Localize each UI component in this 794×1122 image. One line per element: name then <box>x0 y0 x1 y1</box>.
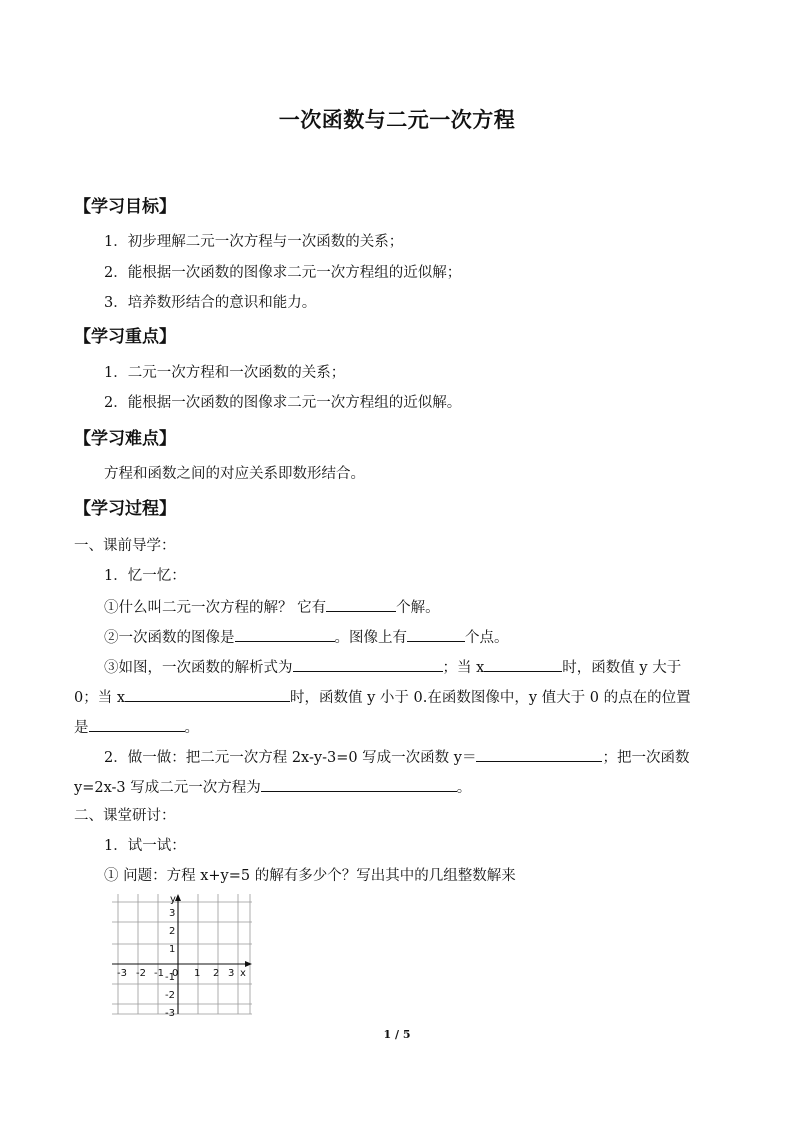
question-text: 。 <box>184 720 199 736</box>
answer-blank[interactable] <box>125 686 290 702</box>
x-tick-label: -3 <box>117 968 127 979</box>
x-tick-label: 1 <box>194 968 201 979</box>
answer-blank[interactable] <box>407 626 465 642</box>
sub-heading: 1．试一试： <box>104 838 186 854</box>
y-axis-label: y <box>170 894 176 905</box>
question-text: 个解。 <box>396 600 440 616</box>
answer-blank[interactable] <box>293 656 443 672</box>
answer-blank[interactable] <box>89 716 185 732</box>
problem-text: ① 问题：方程 x+y=5 的解有多少个？写出其中的几组整数解来 <box>104 868 516 884</box>
question-text: ②一次函数的图像是 <box>104 630 235 646</box>
section-heading-difficulty: 【学习难点】 <box>74 429 176 449</box>
question-text: ③如图，一次函数的解析式为 <box>104 660 293 676</box>
coordinate-grid <box>110 892 255 1017</box>
key-point-item: 2．能根据一次函数的图像求二元一次方程组的近似解。 <box>104 395 462 411</box>
section-heading-key-points: 【学习重点】 <box>74 327 176 347</box>
y-tick-label: 3 <box>169 908 176 919</box>
goal-item: 2．能根据一次函数的图像求二元一次方程组的近似解； <box>104 265 462 281</box>
y-tick-label: -3 <box>165 1008 175 1017</box>
question-text: 时，函数值 y 大于 <box>562 660 682 676</box>
x-tick-label: -1 <box>154 968 164 979</box>
question-text: 2．做一做：把二元一次方程 2x-y-3=0 写成一次函数 y＝ <box>104 750 477 766</box>
do-question-cont <box>74 776 471 798</box>
question-text: ；当 x <box>442 660 485 676</box>
question-1 <box>104 596 440 618</box>
x-tick-label: -2 <box>136 968 146 979</box>
answer-blank[interactable] <box>476 746 602 762</box>
question-3-cont <box>74 716 199 738</box>
x-tick-label: 3 <box>228 968 235 979</box>
question-text: 0；当 x <box>74 690 126 706</box>
answer-blank[interactable] <box>235 626 335 642</box>
goal-item: 1．初步理解二元一次方程与一次函数的关系； <box>104 234 404 250</box>
y-tick-label: -1 <box>165 972 175 983</box>
page-number: 1 / 5 <box>383 1028 411 1041</box>
question-text: 是 <box>74 720 89 736</box>
key-point-item: 1．二元一次方程和一次函数的关系； <box>104 365 346 381</box>
question-text: ①什么叫二元一次方程的解？ 它有 <box>104 600 327 616</box>
question-3 <box>104 656 681 678</box>
question-text: 时，函数值 y 小于 0.在函数图像中，y 值大于 0 的点在的位置 <box>290 690 691 706</box>
sub-heading: 1．忆一忆： <box>104 568 186 584</box>
y-tick-label: -2 <box>165 990 175 1001</box>
question-text: 。 <box>456 780 472 796</box>
do-question <box>104 746 689 768</box>
question-text: y=2x-3 写成二元一次方程为 <box>74 780 261 796</box>
x-tick-label: 0 <box>172 968 179 979</box>
x-axis-arrow-icon <box>245 961 252 967</box>
question-text: ；把一次函数 <box>602 750 690 766</box>
answer-blank[interactable] <box>261 776 457 792</box>
goal-item: 3．培养数形结合的意识和能力。 <box>104 295 317 311</box>
y-tick-label: 1 <box>169 944 176 955</box>
question-text: 。图像上有 <box>334 630 407 646</box>
section-heading-process: 【学习过程】 <box>74 499 176 519</box>
x-tick-label: 2 <box>213 968 220 979</box>
difficulty-text: 方程和函数之间的对应关系即数形结合。 <box>104 466 365 482</box>
y-tick-label: 2 <box>169 926 176 937</box>
question-text: 个点。 <box>465 630 509 646</box>
section-heading-goals: 【学习目标】 <box>74 197 176 217</box>
question-2 <box>104 626 509 648</box>
part-heading: 二、课堂研讨： <box>74 808 176 824</box>
part-heading: 一、课前导学： <box>74 538 176 554</box>
question-3-cont <box>74 686 691 708</box>
answer-blank[interactable] <box>484 656 562 672</box>
page-title: 一次函数与二元一次方程 <box>278 107 516 132</box>
x-axis-label: x <box>240 968 246 979</box>
answer-blank[interactable] <box>326 596 396 612</box>
grid-lines <box>112 894 252 1014</box>
